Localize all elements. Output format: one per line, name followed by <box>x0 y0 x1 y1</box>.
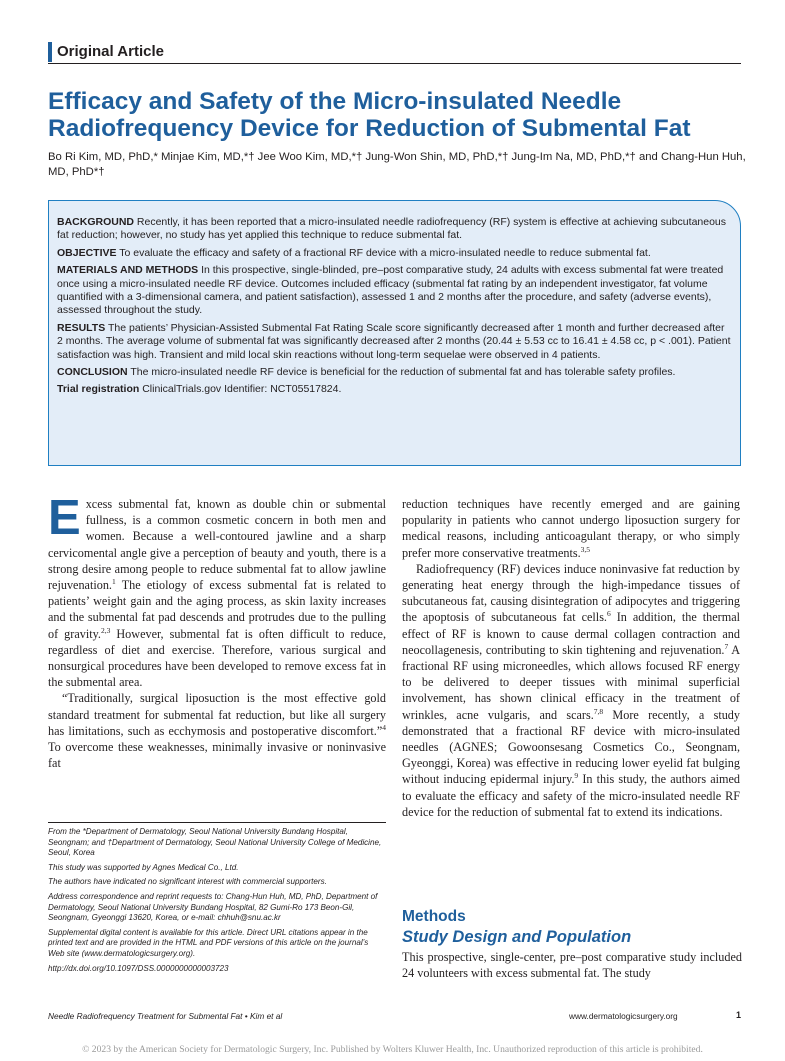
abstract-trial <box>57 383 732 396</box>
trial-label: Trial registration <box>57 383 140 396</box>
text-run: Radiofrequency (RF) devices induce noninvasive fat reduction by generating heat energy through the high-impedance tissues of subcutaneous fat, causing disintegration of adipocytes and triggering the apoptosis of subcutaneous fat cells. <box>402 561 740 625</box>
page-number: 1 <box>736 1010 742 1020</box>
objective-label: OBJECTIVE <box>57 246 117 259</box>
footnote-conflict: The authors have indicated no significant interest with commercial supporters. <box>48 877 327 887</box>
intro-paragraph-2 <box>48 690 386 771</box>
abstract-methods <box>57 264 732 318</box>
text-run: reduction techniques have recently emerged and are gaining popularity in patients who cannot undergo liposuction surgery for medical reasons, including anticoagulant therapy, or who simply prefer more conservative treatments. <box>402 497 740 560</box>
drop-cap: E <box>48 491 81 545</box>
section-label <box>48 39 741 64</box>
intro-paragraph-1 <box>48 491 386 690</box>
text-run: However, submental fat is often difficult to reduce, regardless of diet and exercise. Therefore, various surgical and nonsurgical procedures have been developed to remove excess fat in the submental area. <box>48 626 386 690</box>
text-run: A fractional RF using microneedles, which allows focused RF energy to be delivered to deeper tissues with minimal superficial involvement, has shown clinical efficacy in the treatment of wrinkles, acne vulgaris, and scars. <box>402 642 740 722</box>
citation: 6 <box>606 609 611 619</box>
citation: 7,8 <box>593 706 604 716</box>
footnotes <box>48 822 386 978</box>
methods-text: In this prospective, single-blinded, pre–post comparative study, 24 adults with excess submental fat were treated once using a micro-insulated needle RF device. Outcomes included efficacy (submental fat rating by an independent investigator, fat volume quantified with a 3-dimensional camera, and patient satisfaction), assessed 1 and 2 months after the procedure, and safety (adverse events), assessed throughout the study. <box>57 264 724 317</box>
citation: 1 <box>111 576 116 586</box>
abstract-objective <box>57 247 732 260</box>
footnote-affiliation: From the *Department of Dermatology, Seoul National University Bundang Hospital, Seongnam; and †Department of Dermatology, Seoul National University College of Medicine, Seoul, Korea <box>48 827 382 858</box>
study-design-subheading: Study Design and Population <box>402 928 632 946</box>
trial-text: ClinicalTrials.gov Identifier: NCT05517824. <box>142 383 342 396</box>
intro-paragraph-4 <box>402 561 740 820</box>
text-run: In addition, the thermal effect of RF is known to cause dermal collagen contraction and neocollagenesis, contributing to skin tightening and rejuvenation. <box>402 610 740 657</box>
running-head: Needle Radiofrequency Treatment for Submental Fat • Kim et al <box>48 1011 283 1021</box>
citation: 4 <box>382 722 386 732</box>
methods-heading: Methods <box>402 908 466 925</box>
text-run: The etiology of excess submental fat is related to patients’ weight gain and the aging process, as skin laxity increases and the submental fat pad descends and protrudes due to the pulling of gravity. <box>48 578 386 641</box>
text-run: In this study, the authors aimed to evaluate the efficacy and safety of the micro-insulated needle RF device for the reduction of submental fat to extend its indications. <box>402 772 740 819</box>
background-label: BACKGROUND <box>57 216 134 228</box>
methods-paragraph: This prospective, single-center, pre–post comparative study included 24 volunteers with excess submental fat. The study <box>402 950 742 981</box>
text-run: More recently, a study demonstrated that a fractional RF device with micro-insulated needles (AGNES; Gowoonsesang Cosmetics Co., Seongnam, Gyeonggi, Korea) was effective in reducing lower eyelid fat bulging without inducing epidermal injury. <box>402 707 740 787</box>
journal-website[interactable]: www.dermatologicsurgery.org <box>569 1011 678 1021</box>
footnote-doi[interactable]: http://dx.doi.org/10.1097/DSS.0000000000003723 <box>48 963 229 973</box>
objective-text: To evaluate the efficacy and safety of a fractional RF device with a micro-insulated needle to reduce submental fat. <box>119 246 651 259</box>
footnote-correspondence: Address correspondence and reprint requests to: Chang-Hun Huh, MD, PhD, Department of Dermatology, Seoul National University Bundang Hospital, 82 Gumi-Ro 173 Beon-Gil, Seongnam, Gyeonggi 13620, Korea, or e-mail: chhuh@snu.ac.kr <box>48 891 378 923</box>
conclusion-text: The micro-insulated needle RF device is beneficial for the reduction of submental fat and has tolerable safety profiles. <box>130 366 676 379</box>
body-column-right <box>402 496 740 820</box>
abstract-results <box>57 322 732 362</box>
footnote-support: This study was supported by Agnes Medical Co., Ltd. <box>48 862 239 872</box>
footnote-supplemental: Supplemental digital content is available for this article. Direct URL citations appear in the printed text and are provided in the HTML and PDF versions of this article on the journal’s Web site (www.dermatologicsurgery.org). <box>48 927 369 958</box>
conclusion-label: CONCLUSION <box>57 366 128 379</box>
article-title: Efficacy and Safety of the Micro-insulated Needle Radiofrequency Device for Reduction of Submental Fat <box>48 88 691 142</box>
text-run: “Traditionally, surgical liposuction is the most effective gold standard treatment for submental fat reduction, but like all surgery has limitations, such as ecchymosis and postoperative discomfort.” <box>48 691 386 738</box>
citation: 3,5 <box>580 544 591 554</box>
section-accent-bar <box>48 42 52 62</box>
citation: 7 <box>724 641 729 651</box>
author-list: Bo Ri Kim, MD, PhD,* Minjae Kim, MD,*† Jee Woo Kim, MD,*† Jung-Won Shin, MD, PhD,*† Jung-Im Na, MD, PhD,*† and Chang-Hun Huh, MD, PhD*† <box>48 151 746 178</box>
abstract-conclusion <box>57 366 732 379</box>
abstract-background <box>57 216 732 243</box>
body-column-left <box>48 491 386 771</box>
background-text: Recently, it has been reported that a micro-insulated needle radiofrequency (RF) system is effective at achieving subcutaneous fat reduction; however, no study has yet applied this technique to reduce submental fat. <box>57 216 727 242</box>
section-label-text: Original Article <box>57 43 164 60</box>
intro-paragraph-3 <box>402 496 740 561</box>
text-run: xcess submental fat, known as double chin or submental fullness, is a common cosmetic concern in both men and women. Because a well-contoured jawline and a sharp cervicomental angle give a perception of beauty and youth, there is a strong desire among people to reduce submental fat to allow jawline rejuvenation. <box>48 497 386 593</box>
abstract-box <box>48 200 741 466</box>
results-text: The patients’ Physician-Assisted Submental Fat Rating Scale score significantly decreased after 1 month and further decreased after 2 months. The average volume of submental fat was significantly decreased after 2 months (20.44 ± 5.53 cc to 16.41 ± 4.58 cc, p < .001). Patient satisfaction was high. Transient and mild local skin reactions without long-term sequelae were observed in 4 patients. <box>57 321 731 361</box>
text-run: To overcome these weaknesses, minimally invasive or noninvasive fat <box>48 740 386 771</box>
citation: 9 <box>574 771 579 781</box>
methods-label: MATERIALS AND METHODS <box>57 264 199 277</box>
copyright-notice: © 2023 by the American Society for Dermatologic Surgery, Inc. Published by Wolters Kluwer Health, Inc. Unauthorized reproduction of this article is prohibited. <box>82 1044 703 1055</box>
citation: 2,3 <box>100 625 111 635</box>
results-label: RESULTS <box>57 321 106 334</box>
